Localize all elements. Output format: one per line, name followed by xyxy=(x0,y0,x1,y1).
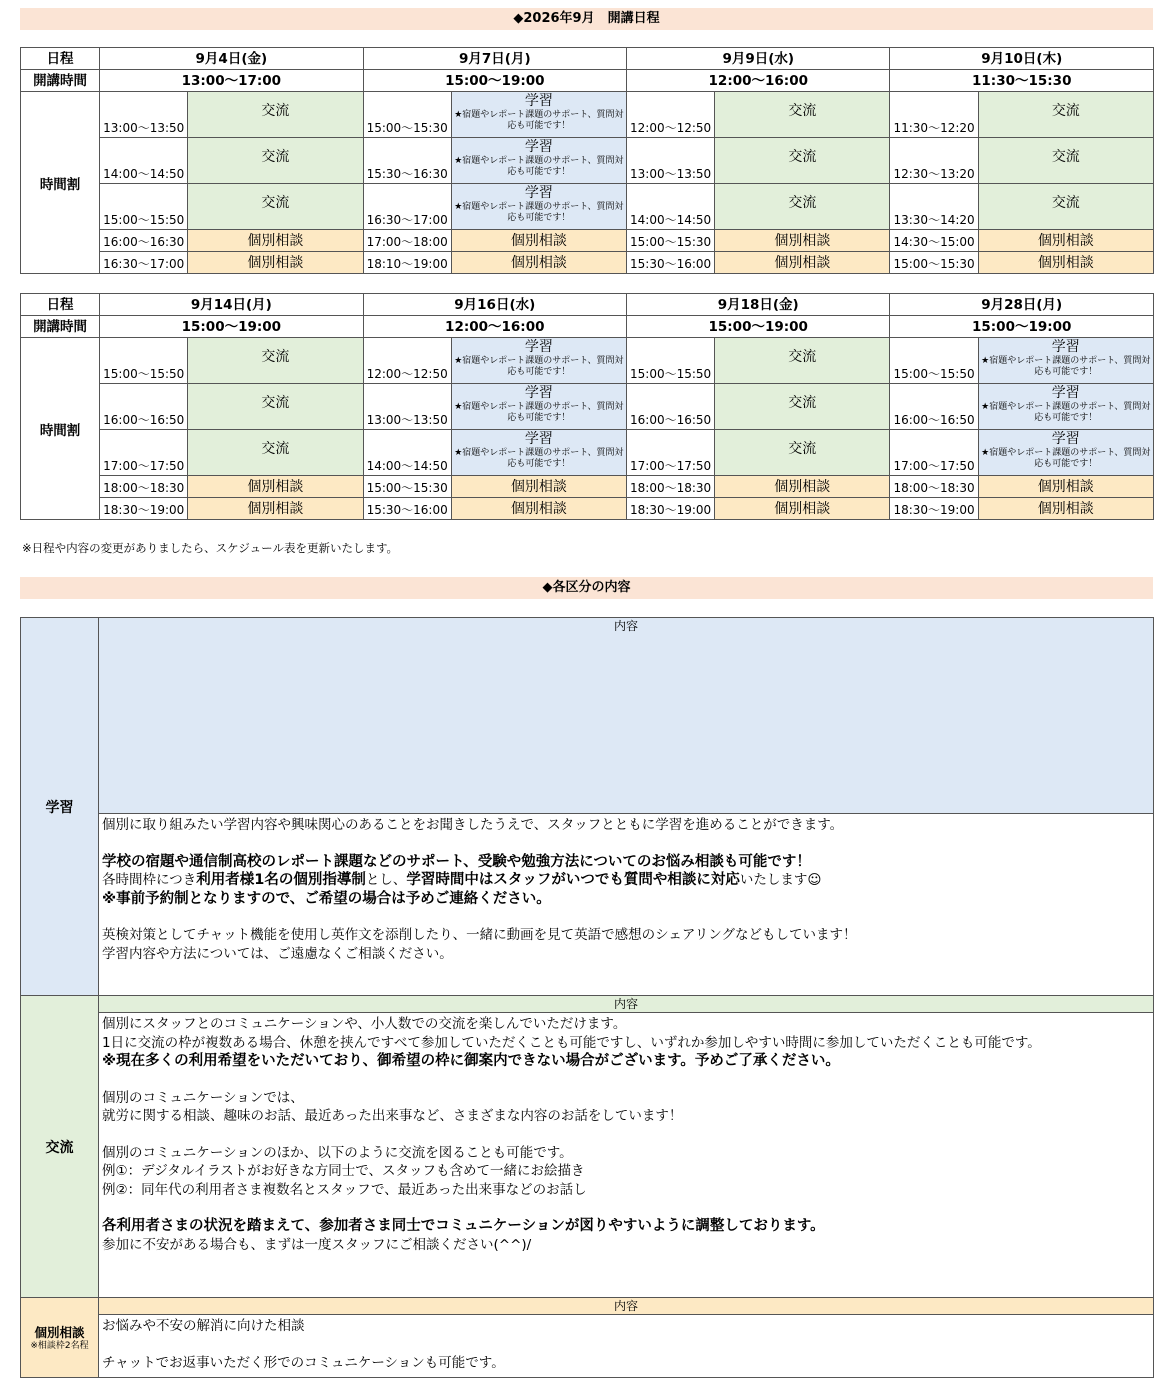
slot-time: 16:30～17:00 xyxy=(100,252,188,274)
hours-header: 15:00～19:00 xyxy=(890,316,1154,338)
desc-text: ※現在多くの利用希望をいただいており、御希望の枠に御案内できない場合がございます。予めご了承ください。 xyxy=(102,1053,840,1069)
slot-kouryu: 交流 xyxy=(715,138,890,184)
kobetsu-label xyxy=(21,1298,99,1378)
desc-text: 個別のコミュニケーションのほか、以下のように交流を図ることも可能です。 xyxy=(102,1144,573,1161)
desc-text: 英検対策としてチャット機能を使用し英作文を添削したり、一緒に動画を見て英語で感想のシェアリングなどもしています！ xyxy=(102,927,857,943)
slot-kobetsu: 個別相談 xyxy=(188,230,363,252)
slot-gakushu xyxy=(978,384,1153,430)
date-header: 9月4日(金) xyxy=(100,48,363,70)
slot-gakushu-note: ★宿題やレポート課題のサポート、質問対応も可能です！ xyxy=(454,356,624,377)
slot-time: 15:00～15:30 xyxy=(890,252,978,274)
slot-time: 12:00～12:50 xyxy=(627,92,715,138)
slot-kouryu: 交流 xyxy=(978,92,1153,138)
slot-gakushu xyxy=(978,338,1153,384)
desc-text: 1日に交流の枠が複数ある場合、休憩を挟んですべて参加していただくことも可能ですし、いずれか参加しやすい時間に参加していただくことも可能です。 xyxy=(102,1034,1041,1051)
content-table xyxy=(20,617,1154,1378)
slot-kouryu: 交流 xyxy=(188,184,363,230)
slot-gakushu-note: ★宿題やレポート課題のサポート、質問対応も可能です！ xyxy=(454,402,624,423)
slot-gakushu-note: ★宿題やレポート課題のサポート、質問対応も可能です！ xyxy=(454,202,624,223)
schedule-note: ※日程や内容の変更がありましたら、スケジュール表を更新いたします。 xyxy=(22,541,399,555)
slot-kouryu: 交流 xyxy=(715,184,890,230)
slot-kobetsu: 個別相談 xyxy=(188,252,363,274)
slot-gakushu-title: 学習 xyxy=(1051,339,1080,355)
slot-time: 16:00～16:30 xyxy=(100,230,188,252)
slot-kobetsu: 個別相談 xyxy=(451,476,626,498)
schedule-table-week2 xyxy=(20,293,1154,520)
kobetsu-description xyxy=(99,1315,1154,1378)
slot-gakushu-title: 学習 xyxy=(524,93,553,109)
slot-gakushu-title: 学習 xyxy=(1051,385,1080,401)
slot-kobetsu: 個別相談 xyxy=(715,498,890,520)
date-header: 9月10日(木) xyxy=(890,48,1154,70)
slot-kouryu: 交流 xyxy=(715,338,890,384)
slot-time: 15:30～16:00 xyxy=(363,498,451,520)
slot-time: 12:00～12:50 xyxy=(363,338,451,384)
desc-text: 学校の宿題や通信制高校のレポート課題などのサポート、受験や勉強方法についてのお悩み相談も可能です！ xyxy=(102,853,811,870)
hours-header: 11:30～15:30 xyxy=(890,70,1154,92)
slot-gakushu xyxy=(451,92,626,138)
slot-kouryu: 交流 xyxy=(188,338,363,384)
slot-time: 15:30～16:00 xyxy=(627,252,715,274)
content-header: 内容 xyxy=(99,996,1154,1013)
slot-gakushu xyxy=(451,384,626,430)
date-header: 9月9日(水) xyxy=(627,48,890,70)
slot-kobetsu: 個別相談 xyxy=(188,476,363,498)
slot-gakushu-note: ★宿題やレポート課題のサポート、質問対応も可能です！ xyxy=(454,110,624,131)
slot-time: 18:30～19:00 xyxy=(627,498,715,520)
slot-kobetsu: 個別相談 xyxy=(978,252,1153,274)
slot-time: 15:00～15:30 xyxy=(363,476,451,498)
slot-time: 18:00～18:30 xyxy=(100,476,188,498)
desc-text: ※事前予約制となりますので、ご希望の場合は予めご連絡ください。 xyxy=(102,890,551,907)
slot-time: 18:10～19:00 xyxy=(363,252,451,274)
hours-header: 12:00～16:00 xyxy=(363,316,626,338)
slot-time: 15:00～15:30 xyxy=(363,92,451,138)
desc-text: 学習内容や方法については、ご遠慮なくご相談ください。 xyxy=(102,945,453,962)
slot-time: 18:00～18:30 xyxy=(627,476,715,498)
slot-time: 14:30～15:00 xyxy=(890,230,978,252)
slot-kobetsu: 個別相談 xyxy=(715,476,890,498)
slot-time: 13:00～13:50 xyxy=(627,138,715,184)
slot-gakushu-note: ★宿題やレポート課題のサポート、質問対応も可能です！ xyxy=(454,156,624,177)
slot-gakushu xyxy=(451,184,626,230)
slot-gakushu-note: ★宿題やレポート課題のサポート、質問対応も可能です！ xyxy=(981,448,1151,469)
slot-kouryu: 交流 xyxy=(715,384,890,430)
slot-time: 12:30～13:20 xyxy=(890,138,978,184)
desc-text: 参加に不安がある場合も、まずは一度スタッフにご相談ください(^^)/ xyxy=(102,1236,532,1253)
slot-kobetsu: 個別相談 xyxy=(978,230,1153,252)
desc-text: 個別にスタッフとのコミュニケーションや、小人数での交流を楽しんでいただけます。 xyxy=(102,1016,627,1032)
slot-kouryu: 交流 xyxy=(188,430,363,476)
gakushu-row xyxy=(21,618,1154,814)
slot-kouryu: 交流 xyxy=(978,138,1153,184)
slot-time: 16:30～17:00 xyxy=(363,184,451,230)
slot-time: 11:30～12:20 xyxy=(890,92,978,138)
hours-header: 12:00～16:00 xyxy=(627,70,890,92)
slot-time: 15:00～15:50 xyxy=(627,338,715,384)
timetable-label: 時間割 xyxy=(21,338,100,520)
slot-time: 13:00～13:50 xyxy=(100,92,188,138)
slot-kobetsu: 個別相談 xyxy=(978,476,1153,498)
slot-kobetsu: 個別相談 xyxy=(715,230,890,252)
kobetsu-label-sub: ※相談枠2名程 xyxy=(30,1341,89,1351)
slot-time: 16:00～16:50 xyxy=(627,384,715,430)
hours-header: 13:00～17:00 xyxy=(100,70,363,92)
hours-header: 15:00～19:00 xyxy=(627,316,890,338)
slot-time: 18:30～19:00 xyxy=(890,498,978,520)
desc-text: 個別に取り組みたい学習内容や興味関心のあることをお聞きしたうえで、スタッフとともに学習を進めることができます。 xyxy=(102,817,844,833)
slot-gakushu xyxy=(451,430,626,476)
schedule-table-week1 xyxy=(20,47,1154,274)
slot-time: 17:00～17:50 xyxy=(100,430,188,476)
gakushu-description xyxy=(99,814,1154,996)
slot-time: 14:00～14:50 xyxy=(363,430,451,476)
slot-kouryu: 交流 xyxy=(188,92,363,138)
slot-gakushu-title: 学習 xyxy=(1051,431,1080,447)
hours-header: 15:00～19:00 xyxy=(363,70,626,92)
slot-kouryu: 交流 xyxy=(188,384,363,430)
date-header: 9月18日(金) xyxy=(627,294,890,316)
slot-gakushu-title: 学習 xyxy=(524,431,553,447)
slot-kouryu: 交流 xyxy=(978,184,1153,230)
gakushu-label: 学習 xyxy=(21,618,99,996)
slot-time: 14:00～14:50 xyxy=(627,184,715,230)
slot-kobetsu: 個別相談 xyxy=(188,498,363,520)
schedule-banner: ◆2026年9月 開講日程 xyxy=(20,8,1153,30)
date-header: 9月28日(月) xyxy=(890,294,1154,316)
slot-gakushu xyxy=(451,338,626,384)
slot-time: 18:30～19:00 xyxy=(100,498,188,520)
desc-text: 各時間枠につき利用者様1名の個別指導制とし、学習時間中はスタッフがいつでも質問や相談に対応いたします☺ xyxy=(102,872,822,888)
slot-time: 13:00～13:50 xyxy=(363,384,451,430)
slot-time: 16:00～16:50 xyxy=(890,384,978,430)
desc-text: 就労に関する相談、趣味のお話、最近あった出来事など、さまざまな内容のお話をしています！ xyxy=(102,1108,683,1124)
date-header: 9月16日(水) xyxy=(363,294,626,316)
slot-time: 15:30～16:30 xyxy=(363,138,451,184)
slot-kouryu: 交流 xyxy=(715,92,890,138)
date-header: 9月14日(月) xyxy=(100,294,363,316)
slot-gakushu-note: ★宿題やレポート課題のサポート、質問対応も可能です！ xyxy=(454,448,624,469)
date-header: 9月7日(月) xyxy=(363,48,626,70)
kouryu-row xyxy=(21,996,1154,1013)
content-header: 内容 xyxy=(99,1298,1154,1315)
slot-gakushu-title: 学習 xyxy=(524,139,553,155)
kobetsu-label-text: 個別相談 xyxy=(34,1325,85,1340)
desc-text: 例①：デジタルイラストがお好きな方同士で、スタッフも含めて一緒にお絵描き xyxy=(102,1163,585,1179)
slot-time: 15:00～15:50 xyxy=(890,338,978,384)
slot-kobetsu: 個別相談 xyxy=(451,230,626,252)
slot-gakushu xyxy=(978,430,1153,476)
desc-text: 例②：同年代の利用者さま複数名とスタッフで、最近あった出来事などのお話し xyxy=(102,1181,587,1198)
hours-label: 開講時間 xyxy=(21,316,100,338)
content-banner: ◆各区分の内容 xyxy=(20,577,1153,599)
slot-time: 18:00～18:30 xyxy=(890,476,978,498)
desc-text: チャットでお返事いただく形でのコミュニケーションも可能です。 xyxy=(102,1354,505,1371)
desc-text: 各利用者さまの状況を踏まえて、参加者さま同士でコミュニケーションが図りやすいように調整しております。 xyxy=(102,1218,825,1234)
kouryu-description xyxy=(99,1013,1154,1298)
slot-gakushu-title: 学習 xyxy=(524,185,553,201)
schedule-label: 日程 xyxy=(21,294,100,316)
slot-time: 17:00～17:50 xyxy=(890,430,978,476)
desc-text: お悩みや不安の解消に向けた相談 xyxy=(102,1318,305,1334)
slot-gakushu xyxy=(451,138,626,184)
slot-time: 15:00～15:50 xyxy=(100,338,188,384)
slot-time: 13:30～14:20 xyxy=(890,184,978,230)
slot-kouryu: 交流 xyxy=(188,138,363,184)
hours-label: 開講時間 xyxy=(21,70,100,92)
slot-gakushu-title: 学習 xyxy=(524,385,553,401)
slot-gakushu-title: 学習 xyxy=(524,339,553,355)
slot-gakushu-note: ★宿題やレポート課題のサポート、質問対応も可能です！ xyxy=(981,402,1151,423)
kouryu-label: 交流 xyxy=(21,996,99,1298)
slot-time: 15:00～15:50 xyxy=(100,184,188,230)
content-header: 内容 xyxy=(99,618,1154,814)
slot-time: 17:00～17:50 xyxy=(627,430,715,476)
desc-text: 個別のコミュニケーションでは、 xyxy=(102,1089,304,1106)
slot-time: 17:00～18:00 xyxy=(363,230,451,252)
schedule-label: 日程 xyxy=(21,48,100,70)
timetable-label: 時間割 xyxy=(21,92,100,274)
slot-kobetsu: 個別相談 xyxy=(451,498,626,520)
slot-time: 15:00～15:30 xyxy=(627,230,715,252)
slot-kobetsu: 個別相談 xyxy=(978,498,1153,520)
hours-header: 15:00～19:00 xyxy=(100,316,363,338)
kobetsu-row xyxy=(21,1298,1154,1315)
slot-kobetsu: 個別相談 xyxy=(715,252,890,274)
slot-gakushu-note: ★宿題やレポート課題のサポート、質問対応も可能です！ xyxy=(981,356,1151,377)
slot-time: 14:00～14:50 xyxy=(100,138,188,184)
slot-time: 16:00～16:50 xyxy=(100,384,188,430)
slot-kobetsu: 個別相談 xyxy=(451,252,626,274)
slot-kouryu: 交流 xyxy=(715,430,890,476)
